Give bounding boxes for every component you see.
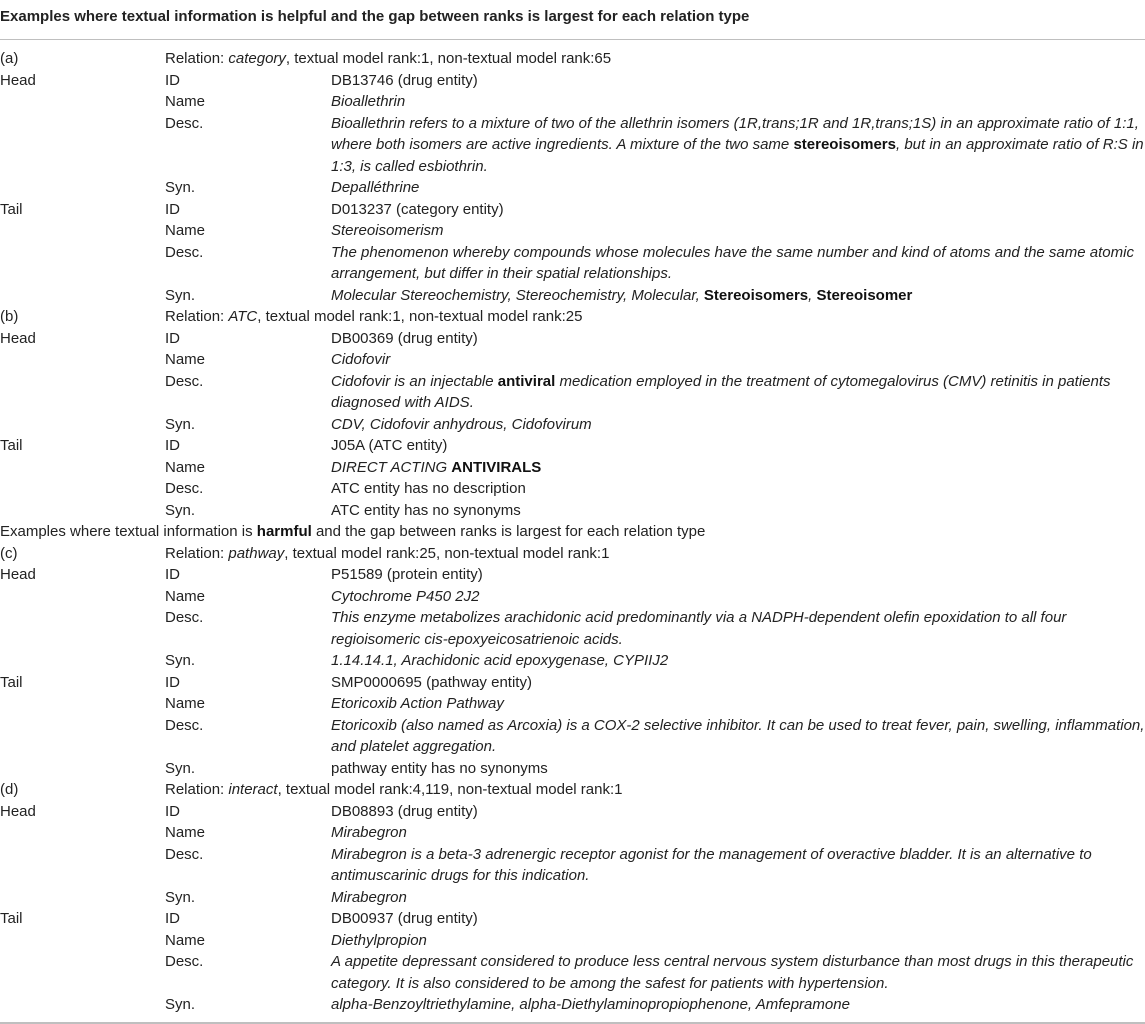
field-label: Desc. — [165, 716, 204, 734]
harmful-section-header — [0, 521, 1145, 543]
example-b-relation-row — [0, 306, 1145, 328]
role-label: Head — [0, 566, 36, 583]
section-heading: Examples where textual information is harmful and the gap between ranks is largest for each relation type — [0, 523, 706, 540]
field-label: Desc. — [165, 480, 204, 497]
field-label: Name — [165, 824, 206, 841]
field-value: A appetite depressant considered to produce less central nervous system disturbance than most drugs in this therapeutic category. It is also considered to be among the safest for patients with hypertension. — [331, 953, 1134, 992]
head-syn-row — [0, 650, 1145, 672]
head-name-row — [0, 91, 1145, 113]
field-label: Name — [165, 587, 206, 605]
field-value: Bioallethrin — [331, 93, 406, 110]
tail-id-row — [0, 672, 1145, 694]
field-label: Desc. — [165, 243, 204, 261]
head-id-row — [0, 328, 1145, 350]
field-value: Cidofovir is an injectable antiviral medication employed in the treatment of cytomegalovirus (CMV) retinitis in patients diagnosed with AIDS. — [331, 372, 1111, 411]
field-label: Name — [165, 222, 206, 239]
field-label: ID — [165, 71, 180, 89]
field-label: Name — [165, 931, 206, 949]
field-label: ID — [165, 329, 180, 347]
tail-desc-row — [0, 715, 1145, 758]
role-label: Head — [0, 802, 36, 820]
field-value: Etoricoxib (also named as Arcoxia) is a COX-2 selective inhibitor. It can be used to treat fever, pain, swelling, inflammation, and platelet aggregation. — [331, 716, 1145, 755]
head-name-row — [0, 586, 1145, 608]
example-label: (d) — [0, 781, 19, 798]
head-id-row — [0, 564, 1145, 586]
role-label: Tail — [0, 437, 23, 454]
tail-syn-row — [0, 500, 1145, 522]
head-desc-row — [0, 607, 1145, 650]
field-value: Mirabegron is a beta-3 adrenergic receptor agonist for the management of overactive bladder. It is an alternative to antimuscarinic drugs for this indication. — [331, 845, 1092, 884]
field-value: Stereoisomerism — [331, 222, 444, 239]
field-label: ID — [165, 437, 180, 454]
tail-syn-row — [0, 285, 1145, 307]
field-label: Syn. — [165, 888, 196, 906]
field-value: Etoricoxib Action Pathway — [331, 695, 504, 712]
field-value: DB13746 (drug entity) — [331, 71, 478, 89]
field-value: ATC entity has no synonyms — [331, 501, 521, 519]
field-value: Mirabegron — [331, 888, 407, 906]
head-syn-row — [0, 177, 1145, 199]
tail-desc-row — [0, 951, 1145, 994]
example-d-relation-row — [0, 779, 1145, 801]
example-c-relation-row — [0, 543, 1145, 565]
relation-line: Relation: interact, textual model rank:4,119, non-textual model rank:1 — [165, 781, 623, 798]
role-label: Tail — [0, 673, 23, 691]
field-label: ID — [165, 200, 180, 218]
table-title: Examples where textual information is helpful and the gap between ranks is largest for each relation type — [0, 8, 750, 25]
examples-table — [0, 48, 1145, 1016]
top-rule — [0, 39, 1145, 40]
field-value: Cytochrome P450 2J2 — [331, 587, 480, 605]
field-label: ID — [165, 566, 180, 583]
tail-id-row — [0, 435, 1145, 457]
field-label: Desc. — [165, 845, 204, 863]
field-label: Syn. — [165, 286, 196, 304]
field-value: The phenomenon whereby compounds whose molecules have the same number and kind of atoms and the same atomic arrangement, but differ in their spatial relationships. — [331, 243, 1134, 282]
field-label: Syn. — [165, 759, 196, 777]
field-value: DB08893 (drug entity) — [331, 802, 478, 820]
field-label: Desc. — [165, 953, 204, 970]
field-label: Syn. — [165, 996, 196, 1013]
field-value: Molecular Stereochemistry, Stereochemistry, Molecular, Stereoisomers, Stereoisomer — [331, 286, 913, 304]
field-value: 1.14.14.1, Arachidonic acid epoxygenase, CYPIIJ2 — [331, 652, 669, 669]
field-label: Name — [165, 93, 206, 110]
field-value: DIRECT ACTING ANTIVIRALS — [331, 458, 542, 476]
role-label: Tail — [0, 200, 23, 218]
example-label: (a) — [0, 50, 19, 67]
field-value: DB00369 (drug entity) — [331, 329, 478, 347]
field-value: Cidofovir — [331, 351, 391, 368]
example-label: (c) — [0, 544, 18, 562]
tail-id-row — [0, 199, 1145, 221]
field-label: Desc. — [165, 609, 204, 626]
head-desc-row — [0, 844, 1145, 887]
field-value: DB00937 (drug entity) — [331, 910, 478, 927]
tail-syn-row — [0, 758, 1145, 780]
field-label: ID — [165, 910, 180, 927]
field-label: Desc. — [165, 372, 204, 390]
field-label: Name — [165, 695, 206, 712]
field-value: Bioallethrin refers to a mixture of two of the allethrin isomers (1R,trans;1R and 1R,trans;1S) in an approximate ratio of 1:1, where both isomers are active ingredients. A mixture of the two same stereoisomers, but in an approximate ratio of R:S in 1:3, is called esbiothrin. — [331, 114, 1144, 175]
field-label: Name — [165, 351, 206, 368]
relation-line: Relation: ATC, textual model rank:1, non-textual model rank:25 — [165, 308, 583, 325]
head-name-row — [0, 822, 1145, 844]
head-syn-row — [0, 887, 1145, 909]
field-value: Mirabegron — [331, 824, 407, 841]
field-value: alpha-Benzoyltriethylamine, alpha-Diethylaminopropiophenone, Amfepramone — [331, 996, 850, 1013]
relation-line: Relation: category, textual model rank:1, non-textual model rank:65 — [165, 50, 612, 67]
field-label: Syn. — [165, 501, 196, 519]
field-value: Diethylpropion — [331, 931, 427, 949]
field-label: ID — [165, 673, 180, 691]
role-label: Head — [0, 329, 36, 347]
role-label: Tail — [0, 910, 23, 927]
field-label: ID — [165, 802, 180, 820]
field-label: Syn. — [165, 179, 196, 196]
example-label: (b) — [0, 308, 19, 325]
tail-name-row — [0, 457, 1145, 479]
tail-desc-row — [0, 242, 1145, 285]
field-label: Syn. — [165, 415, 196, 433]
tail-name-row — [0, 220, 1145, 242]
field-label: Desc. — [165, 114, 204, 132]
tail-id-row — [0, 908, 1145, 930]
field-value: D013237 (category entity) — [331, 200, 504, 218]
tail-name-row — [0, 930, 1145, 952]
field-value: SMP0000695 (pathway entity) — [331, 673, 532, 691]
head-syn-row — [0, 414, 1145, 436]
relation-line: Relation: pathway, textual model rank:25, non-textual model rank:1 — [165, 544, 610, 562]
field-label: Syn. — [165, 652, 196, 669]
tail-syn-row — [0, 994, 1145, 1016]
field-value: CDV, Cidofovir anhydrous, Cidofovirum — [331, 415, 592, 433]
head-id-row — [0, 70, 1145, 92]
head-name-row — [0, 349, 1145, 371]
head-id-row — [0, 801, 1145, 823]
field-label: Name — [165, 458, 206, 476]
field-value: Depalléthrine — [331, 179, 420, 196]
field-value: pathway entity has no synonyms — [331, 759, 548, 777]
example-a-relation-row — [0, 48, 1145, 70]
tail-name-row — [0, 693, 1145, 715]
role-label: Head — [0, 71, 36, 89]
field-value: P51589 (protein entity) — [331, 566, 483, 583]
field-value: J05A (ATC entity) — [331, 437, 448, 454]
head-desc-row — [0, 113, 1145, 178]
field-value: ATC entity has no description — [331, 480, 526, 497]
field-value: This enzyme metabolizes arachidonic acid predominantly via a NADPH-dependent olefin epoxidation to all four regioisomeric cis-epoxyeicosatrienoic acids. — [331, 609, 1067, 648]
head-desc-row — [0, 371, 1145, 414]
tail-desc-row — [0, 478, 1145, 500]
